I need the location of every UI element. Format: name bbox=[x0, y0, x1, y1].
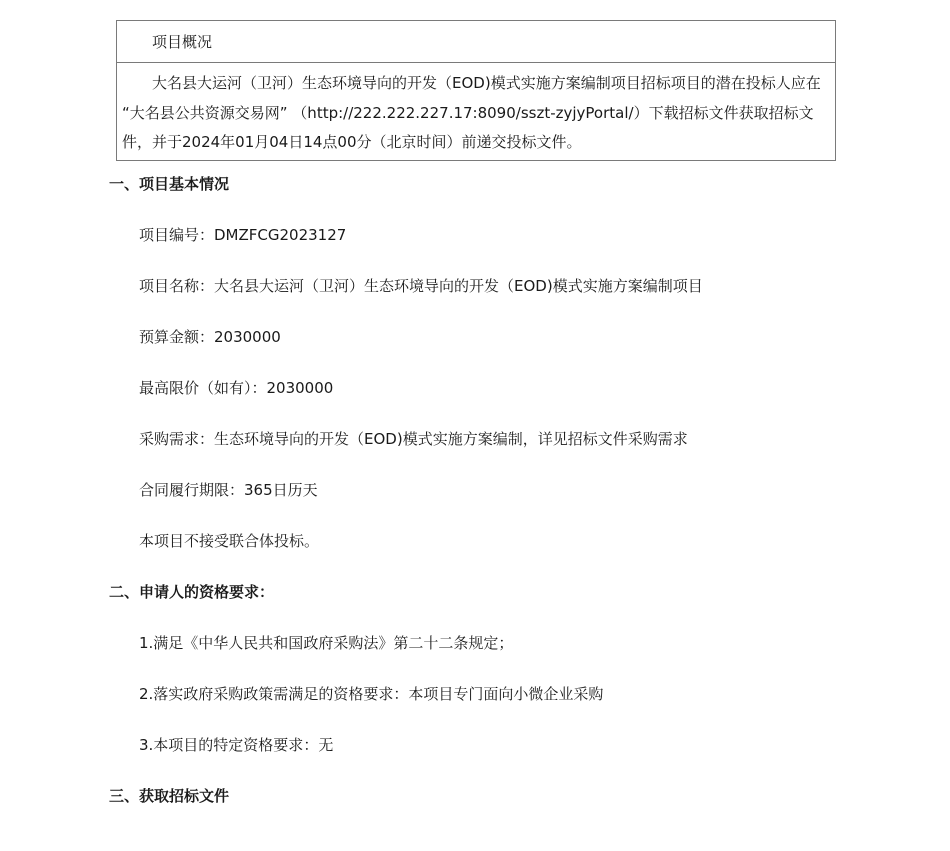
budget-amount: 预算金额：2030000 bbox=[139, 328, 281, 346]
contract-period: 合同履行期限：365日历天 bbox=[139, 481, 318, 499]
qualification-item: 3.本项目的特定资格要求：无 bbox=[139, 736, 334, 754]
qualification-item: 2.落实政府采购政策需满足的资格要求：本项目专门面向小微企业采购 bbox=[139, 685, 604, 703]
section-heading-obtain-documents: 三、获取招标文件 bbox=[109, 787, 230, 805]
overview-line: 大名县大运河（卫河）生态环境导向的开发（EOD)模式实施方案编制项目招标项目的潜在投标人应在 bbox=[152, 74, 821, 92]
section-heading-basic-info: 一、项目基本情况 bbox=[109, 175, 230, 193]
qualification-item: 1.满足《中华人民共和国政府采购法》第二十二条规定； bbox=[139, 634, 514, 652]
overview-title: 项目概况 bbox=[117, 21, 835, 63]
project-number: 项目编号：DMZFCG2023127 bbox=[139, 226, 347, 244]
project-name: 项目名称：大名县大运河（卫河）生态环境导向的开发（EOD)模式实施方案编制项目 bbox=[139, 277, 703, 295]
overview-line: 件，并于2024年01月04日14点00分（北京时间）前递交投标文件。 bbox=[122, 133, 582, 151]
overview-line: “大名县公共资源交易网” （http://222.222.227.17:8090/sszt-zyjyPortal/）下载招标文件获取招标文 bbox=[122, 103, 814, 122]
max-price: 最高限价（如有）：2030000 bbox=[139, 379, 334, 397]
section-heading-qualifications: 二、申请人的资格要求： bbox=[109, 583, 275, 601]
project-overview-box bbox=[116, 20, 836, 161]
overview-body bbox=[117, 63, 835, 158]
procurement-requirement: 采购需求：生态环境导向的开发（EOD)模式实施方案编制，详见招标文件采购需求 bbox=[139, 430, 688, 448]
consortium-note: 本项目不接受联合体投标。 bbox=[139, 532, 320, 550]
